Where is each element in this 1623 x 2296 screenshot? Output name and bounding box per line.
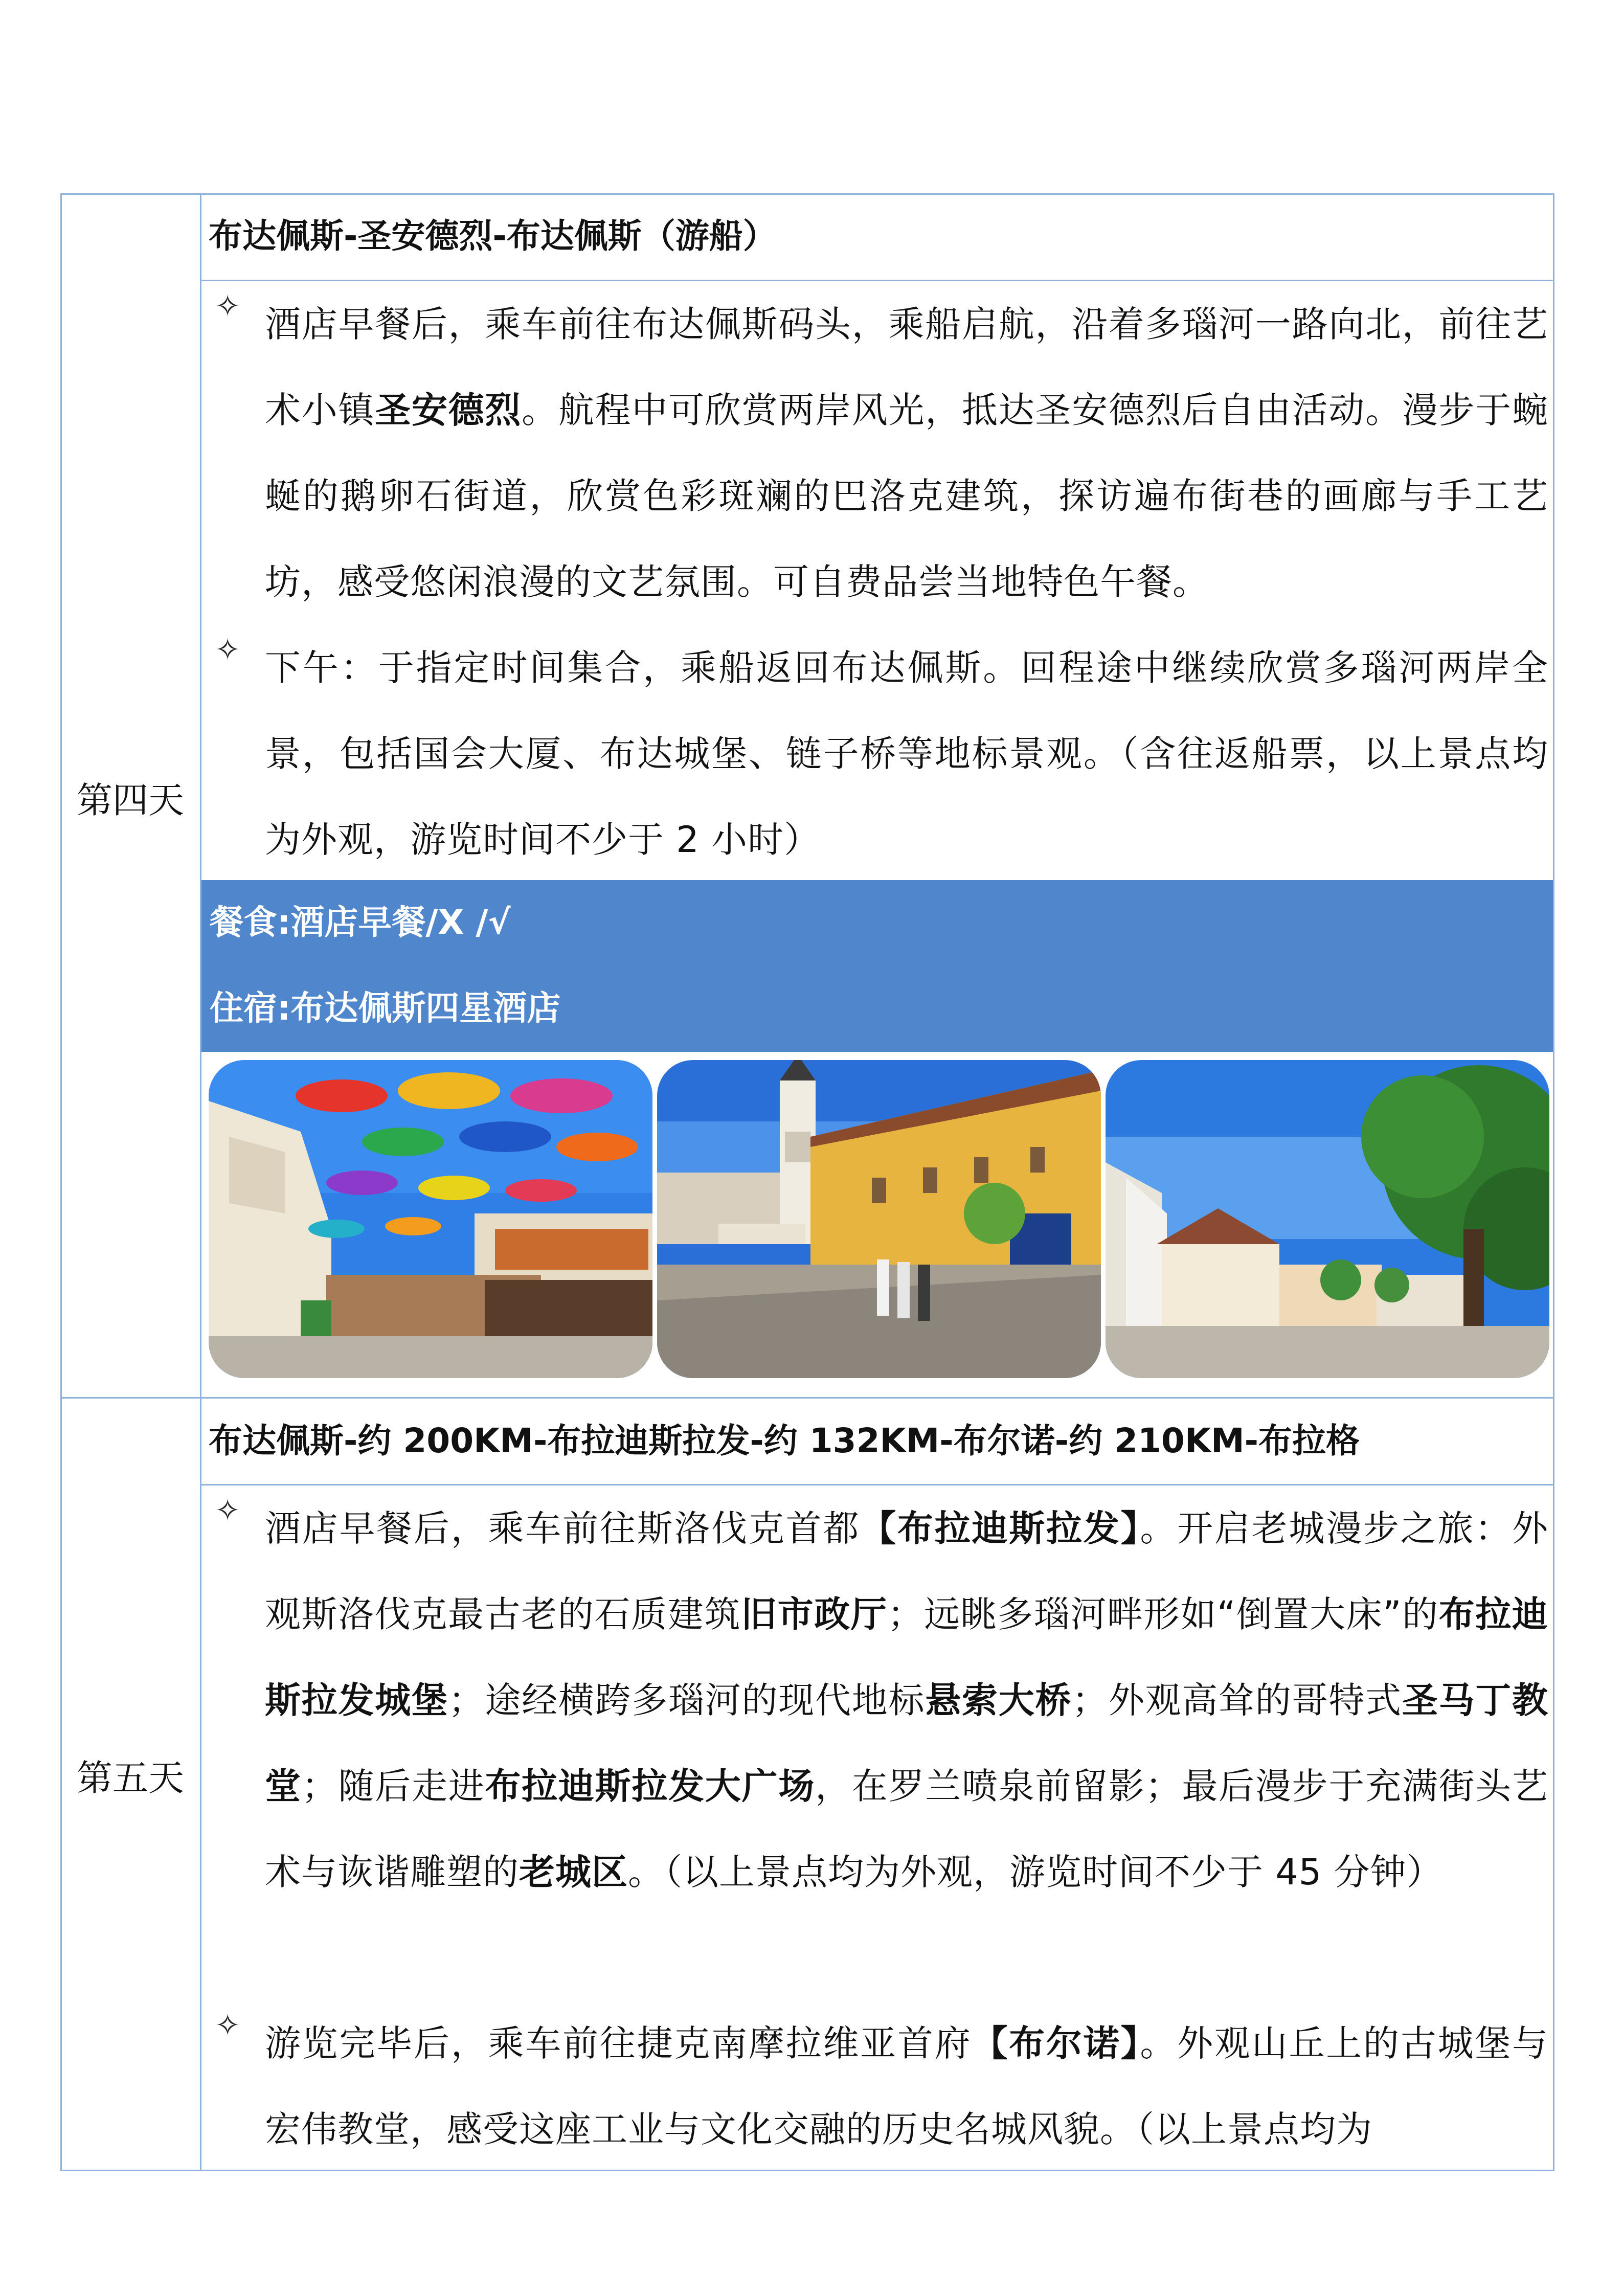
four-point-star-icon: ✧ — [215, 288, 241, 324]
meals-info: 餐食:酒店早餐/X /√ — [210, 903, 511, 942]
photo-town-square — [657, 1060, 1101, 1378]
day5-bullet-2 — [209, 2000, 1548, 2172]
table-border-top — [60, 193, 1554, 195]
column-divider — [200, 193, 201, 2171]
day5-paragraph-1: 酒店早餐后，乘车前往斯洛伐克首都【布拉迪斯拉发】。开启老城漫步之旅：外观斯洛伐克最古老的石质建筑旧市政厅；远眺多瑙河畔形如“倒置大床”的布拉迪斯拉发城堡；途经横跨多瑙河的现代地标悬索大桥；外观高耸的哥特式圣马丁教堂；随后走进布拉迪斯拉发大广场，在罗兰喷泉前留影；最后漫步于充满街头艺术与诙谐雕塑的老城区。（以上景点均为外观，游览时间不少于 45 分钟） — [265, 1507, 1549, 1893]
day4-paragraph-1: 酒店早餐后，乘车前往布达佩斯码头，乘船启航，沿着多瑙河一路向北，前往艺术小镇圣安德烈。航程中可欣赏两岸风光，抵达圣安德烈后自由活动。漫步于蜿蜒的鹅卵石街道，欣赏色彩斑斓的巴洛克建筑，探访遍布街巷的画廊与手工艺坊，感受悠闲浪漫的文艺氛围。可自费品尝当地特色午餐。 — [265, 303, 1549, 603]
photo-umbrella-street — [209, 1060, 652, 1378]
four-point-star-icon: ✧ — [215, 1493, 241, 1528]
day5-label: 第五天 — [77, 1757, 184, 1799]
day5-bullet-1 — [209, 1485, 1548, 1915]
lodging-info: 住宿:布达佩斯四星酒店 — [210, 988, 561, 1028]
itinerary-table — [60, 193, 1554, 2171]
day4-bullet-2 — [209, 625, 1548, 883]
row-divider — [60, 1397, 1554, 1399]
day5-paragraph-2: 游览完毕后，乘车前往捷克南摩拉维亚首府【布尔诺】。外观山丘上的古城堡与宏伟教堂，感受这座工业与文化交融的历史名城风貌。（以上景点均为 — [265, 2022, 1549, 2150]
day4-title: 布达佩斯-圣安德烈-布达佩斯（游船） — [209, 216, 777, 256]
day5-title: 布达佩斯-约 200KM-布拉迪斯拉发-约 132KM-布尔诺-约 210KM-布拉格 — [209, 1421, 1360, 1460]
day4-paragraph-2: 下午：于指定时间集合，乘船返回布达佩斯。回程途中继续欣赏多瑙河两岸全景，包括国会大厦、布达城堡、链子桥等地标景观。（含往返船票，以上景点均为外观，游览时间不少于 2 小时） — [265, 647, 1548, 861]
meal-lodging-band — [201, 880, 1553, 1052]
table-border-left — [60, 193, 62, 2171]
four-point-star-icon: ✧ — [215, 2008, 241, 2043]
table-border-right — [1553, 193, 1554, 2171]
day4-bullet-1 — [209, 281, 1548, 625]
day4-label: 第四天 — [77, 779, 184, 821]
four-point-star-icon: ✧ — [215, 632, 241, 668]
photo-village-street — [1106, 1060, 1549, 1378]
